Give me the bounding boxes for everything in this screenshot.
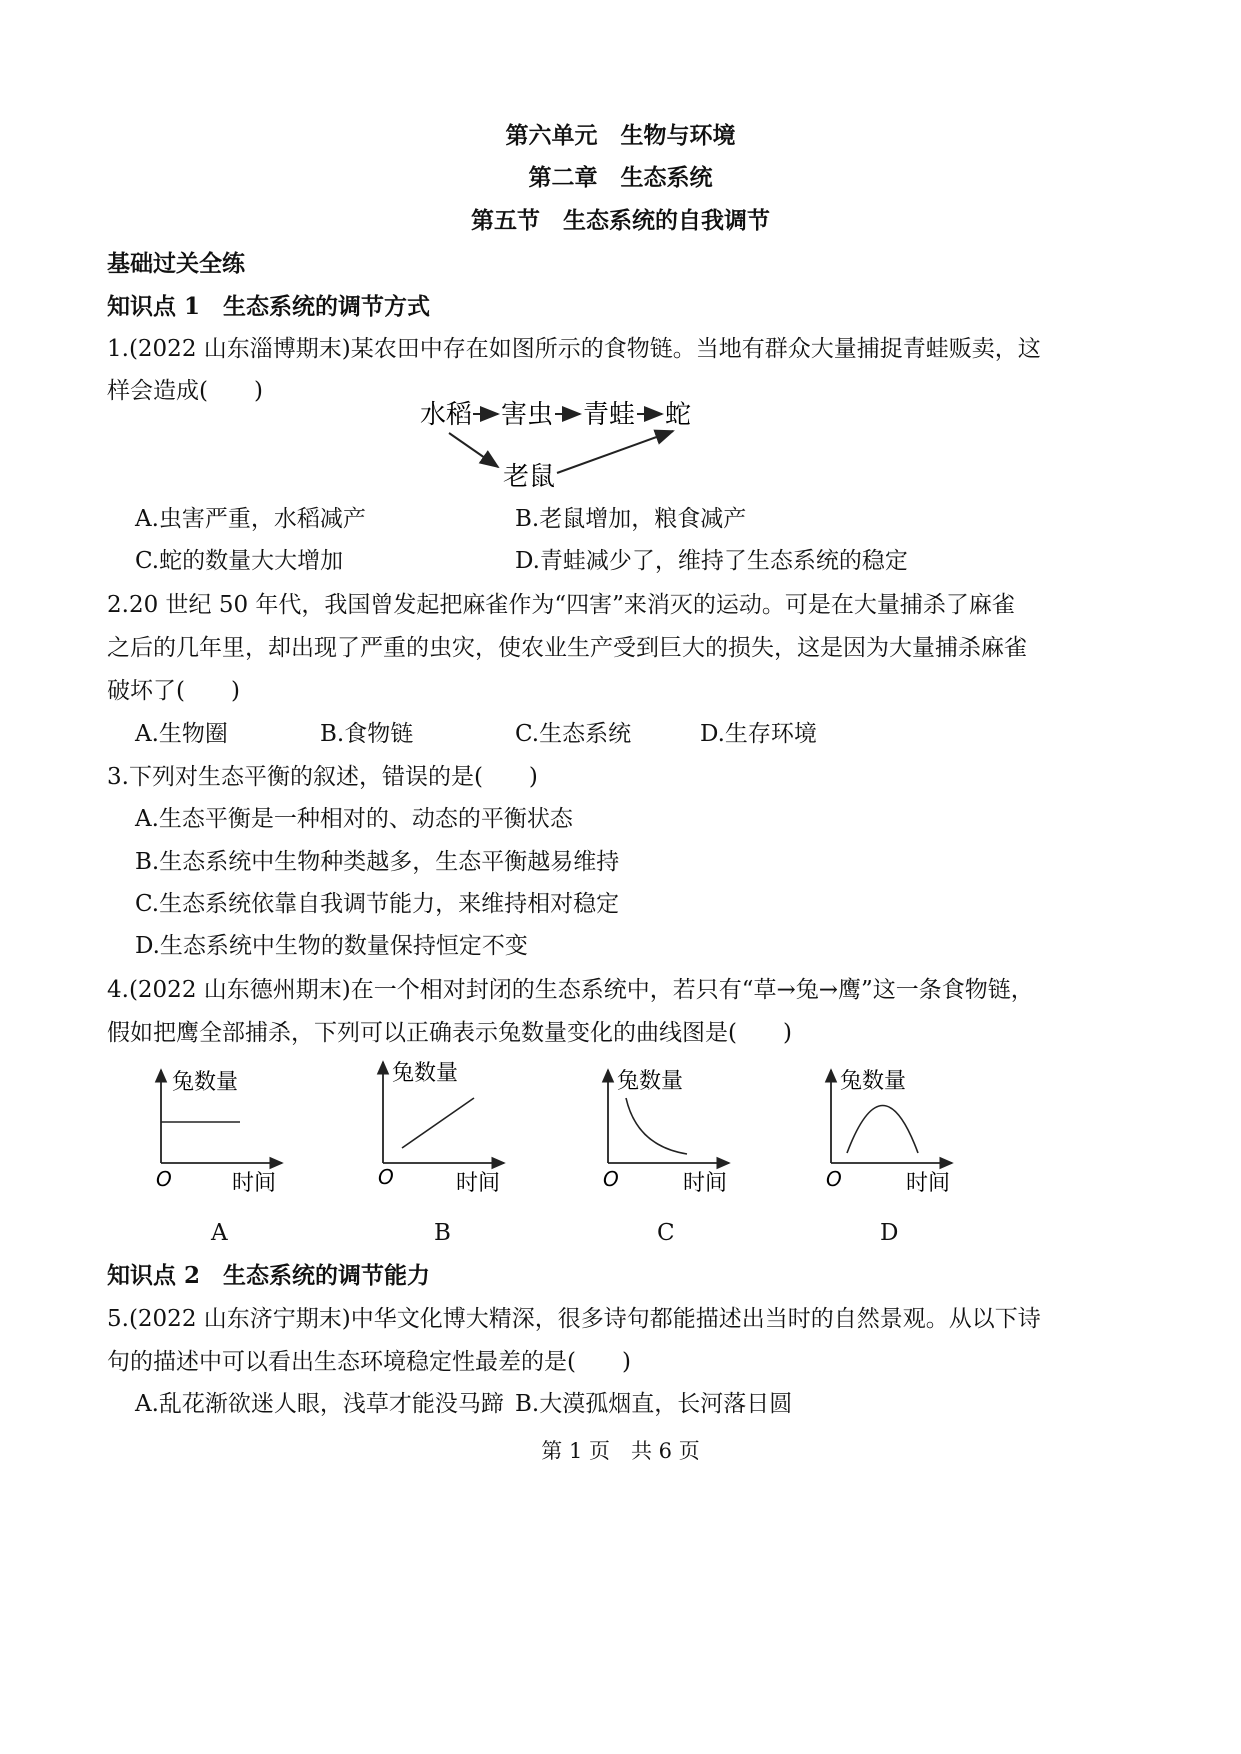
- q1-option-b: B.老鼠增加，粮食减产: [515, 506, 747, 532]
- knowledge-point-1: 知识点 1 生态系统的调节方式: [107, 293, 431, 320]
- section-title: 第五节 生态系统的自我调节: [471, 207, 770, 234]
- q2-stem-line3: 破坏了( ): [107, 678, 240, 704]
- q5-stem-line2: 句的描述中可以看出生态环境稳定性最差的是( ): [107, 1349, 631, 1375]
- q2-option-b: B.食物链: [320, 721, 414, 747]
- q3-option-d: D.生态系统中生物的数量保持恒定不变: [135, 933, 528, 959]
- q3-option-a: A.生态平衡是一种相对的、动态的平衡状态: [135, 806, 573, 832]
- graph-label-b: B: [434, 1220, 451, 1246]
- unit-title: 第六单元 生物与环境: [505, 122, 736, 149]
- knowledge-point-2: 知识点 2 生态系统的调节能力: [107, 1262, 431, 1289]
- q1-option-a: A.虫害严重，水稻减产: [135, 506, 366, 532]
- q3-stem: 3.下列对生态平衡的叙述，错误的是( ): [107, 764, 538, 790]
- q2-option-a: A.生物圈: [135, 721, 228, 747]
- node-snake: 蛇: [665, 400, 692, 430]
- graph-d: [820, 1058, 970, 1198]
- q1-option-c: C.蛇的数量大大增加: [135, 548, 344, 574]
- graph-label-d: D: [880, 1220, 899, 1246]
- graph-label-c: C: [657, 1220, 675, 1246]
- q3-option-c: C.生态系统依靠自我调节能力，来维持相对稳定: [135, 891, 620, 917]
- page-footer: 第 1 页 共 6 页: [541, 1439, 700, 1463]
- q2-option-c: C.生态系统: [515, 721, 632, 747]
- graph-c-ylabel: 兔数量: [617, 1069, 684, 1094]
- q4-stem-line2: 假如把鹰全部捕杀，下列可以正确表示兔数量变化的曲线图是( ): [107, 1020, 792, 1046]
- food-chain-diagram: [415, 395, 715, 495]
- node-frog: 青蛙: [583, 400, 636, 430]
- arrow-rice-mouse: [449, 433, 498, 467]
- q3-option-b: B.生态系统中生物种类越多，生态平衡越易维持: [135, 849, 620, 875]
- q2-stem-line2: 之后的几年里，却出现了严重的虫灾，使农业生产受到巨大的损失，这是因为大量捕杀麻雀: [107, 635, 1027, 661]
- graph-b-xlabel: 时间: [456, 1171, 501, 1196]
- graph-c-origin: O: [603, 1167, 619, 1191]
- node-rice: 水稻: [420, 400, 473, 430]
- q5-option-b: B.大漠孤烟直，长河落日圆: [515, 1391, 793, 1417]
- q2-option-d: D.生存环境: [700, 721, 817, 747]
- graph-c-xlabel: 时间: [683, 1171, 728, 1196]
- graph-c: [597, 1058, 747, 1198]
- node-mouse: 老鼠: [503, 462, 556, 492]
- q1-stem-line1: 1.(2022 山东淄博期末)某农田中存在如图所示的食物链。当地有群众大量捕捉青蛙贩卖，这: [107, 336, 1041, 362]
- graph-a-origin: O: [156, 1167, 172, 1191]
- graph-a-ylabel: 兔数量: [172, 1070, 239, 1095]
- graph-a-xlabel: 时间: [232, 1171, 277, 1196]
- q1-stem-line2: 样会造成( ): [107, 378, 263, 404]
- graph-c-curve: [626, 1098, 687, 1154]
- node-pest: 害虫: [501, 400, 554, 430]
- graph-d-origin: O: [826, 1167, 842, 1191]
- q4-stem-line1: 4.(2022 山东德州期末)在一个相对封闭的生态系统中，若只有“草→兔→鹰”这一条食物链，: [107, 977, 1034, 1003]
- graph-b-ylabel: 兔数量: [392, 1061, 459, 1086]
- graph-a: [150, 1058, 300, 1198]
- q5-stem-line1: 5.(2022 山东济宁期末)中华文化博大精深，很多诗句都能描述出当时的自然景观。从以下诗: [107, 1306, 1041, 1332]
- q2-stem-line1: 2.20 世纪 50 年代，我国曾发起把麻雀作为“四害”来消灭的运动。可是在大量捕杀了麻雀: [107, 592, 1015, 618]
- q5-option-a: A.乱花渐欲迷人眼，浅草才能没马蹄: [135, 1391, 504, 1417]
- graph-b-origin: O: [378, 1165, 394, 1189]
- arrow-mouse-snake: [557, 431, 673, 473]
- graph-d-curve: [847, 1106, 918, 1154]
- graph-b-curve: [402, 1098, 474, 1148]
- graph-b: [372, 1050, 522, 1198]
- q1-option-d: D.青蛙减少了，维持了生态系统的稳定: [515, 548, 908, 574]
- graph-d-ylabel: 兔数量: [840, 1069, 907, 1094]
- part-title: 基础过关全练: [107, 250, 245, 277]
- graph-d-xlabel: 时间: [906, 1171, 951, 1196]
- graph-label-a: A: [211, 1220, 228, 1246]
- chapter-title: 第二章 生态系统: [528, 164, 713, 191]
